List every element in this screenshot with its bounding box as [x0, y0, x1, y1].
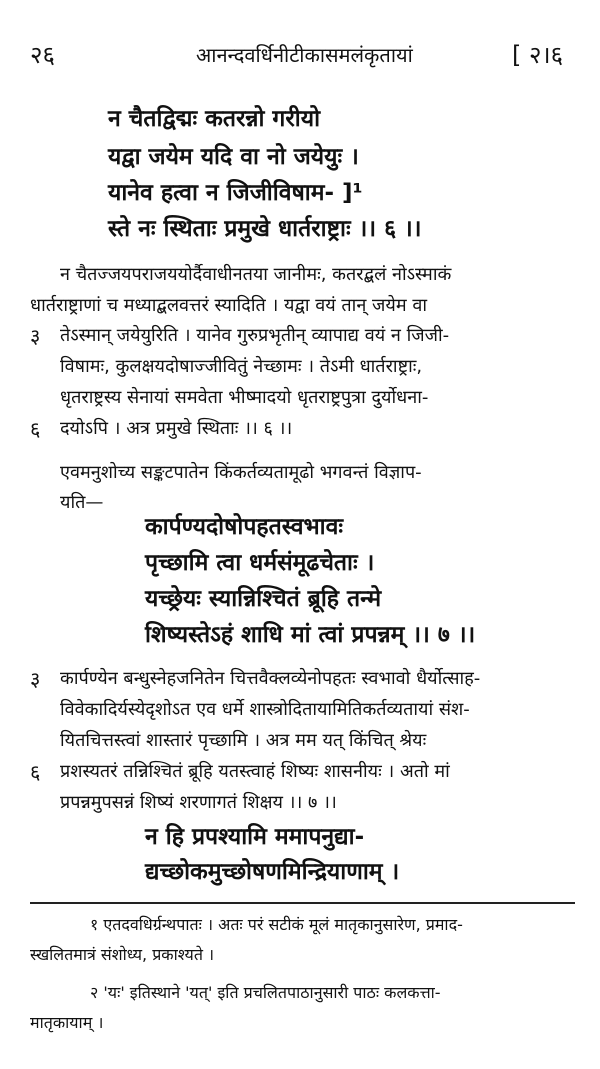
footnote-1-line-1: १ एतदवधिर्ग्रन्थपातः । अतः परं सटीकं मूलं मातृकानुसारेण, प्रमाद- [90, 915, 463, 934]
commentary-7-line-1: कार्पण्येन बन्धुस्नेहजनितेन चित्तवैक्लव्येनोपहतः स्वभावो धैर्योत्साह- [60, 668, 481, 689]
verse-7-line-2: पृच्छामि त्वा धर्मसंमूढचेताः । [145, 550, 375, 576]
verse-6-line-3: यानेव हत्वा न जिजीविषाम- ]¹ [108, 180, 363, 206]
verse-8-line-1: न हि प्रपश्यामि ममापनुद्या- [145, 824, 365, 850]
line-number-3: ३ [30, 667, 41, 691]
running-title: आनन्दवर्धिनीटीकासमलंकृतायां [196, 43, 413, 67]
commentary-6-line-1: न चैतज्जयपराजययोर्दैवाधीनतया जानीमः, कतरद्बलं नोऽस्माकं [60, 264, 452, 285]
commentary-6-line-3: तेऽस्मान् जयेयुरिति । यानेव गुरुप्रभृतीन् व्यापाद्य वयं न जिजी- [60, 325, 450, 346]
verse-6-line-4: स्ते नः स्थिताः प्रमुखे धार्तराष्ट्राः ।। ६ ।। [108, 216, 422, 242]
footnote-2-line-1: २ 'यः' इतिस्थाने 'यत्' इति प्रचलितपाठानुसारी पाठः कलकत्ता- [90, 983, 441, 1002]
verse-reference: [ २।६ [512, 41, 564, 69]
verse-6-line-1: न चैतद्विद्मः कतरन्नो गरीयो [108, 106, 321, 132]
commentary-6-line-6: दयोऽपि । अत्र प्रमुखे स्थिताः ।। ६ ।। [60, 418, 293, 439]
footnote-2-line-2: मातृकायाम् । [30, 1013, 104, 1032]
line-number-3: ३ [30, 324, 41, 348]
verse-7-line-1: कार्पण्यदोषोपहतस्वभावः [145, 514, 344, 540]
commentary-6-line-5: धृतराष्ट्रस्य सेनायां समवेता भीष्मादयो धृतराष्ट्रपुत्रा दुर्योधना- [60, 387, 429, 408]
commentary-6-line-4: विषामः, कुलक्षयदोषाज्जीवितुं नेच्छामः । तेऽमी धार्तराष्ट्राः, [60, 356, 423, 377]
line-number-6: ६ [30, 760, 41, 784]
intro-7-line-1: एवमनुशोच्य सङ्कटपातेन किंकर्तव्यतामूढो भगवन्तं विज्ञाप- [60, 462, 422, 483]
intro-7-line-2: यति— [60, 492, 104, 513]
verse-8-line-2: द्यच्छोकमुच्छोषणमिन्द्रियाणाम् । [145, 859, 400, 885]
footnote-rule [30, 902, 575, 904]
line-number-6: ६ [30, 417, 41, 441]
verse-6-line-2: यद्वा जयेम यदि वा नो जयेयुः । [108, 144, 359, 170]
commentary-7-line-4: प्रशस्यतरं तन्निश्चितं ब्रूहि यतस्त्वाहं शिष्यः शासनीयः । अतो मां [60, 761, 450, 782]
commentary-7-line-3: यितचित्तस्त्वां शास्तारं पृच्छामि । अत्र मम यत् किंचित् श्रेयः [60, 730, 427, 751]
footnote-1-line-2: स्खलितमात्रं संशोध्य, प्रकाश्यते । [30, 945, 215, 964]
verse-7-line-3: यच्छ्रेयः स्यान्निश्चितं ब्रूहि तन्मे [145, 586, 382, 612]
verse-7-line-4: शिष्यस्तेऽहं शाधि मां त्वां प्रपन्नम् ।। ७ ।। [145, 622, 476, 648]
commentary-7-line-2: विवेकादिर्यस्येदृशोऽत एव धर्मे शास्त्रोदितायामितिकर्तव्यतायां संश- [60, 699, 470, 720]
commentary-7-line-5: प्रपन्नमुपसन्नं शिष्यं शरणागतं शिक्षय ।। ७ ।। [60, 792, 337, 813]
commentary-6-line-2: धार्तराष्ट्राणां च मध्याद्बलवत्तरं स्यादिति । यद्वा वयं तान् जयेम वा [30, 295, 427, 316]
page-number-left: २६ [30, 41, 55, 69]
